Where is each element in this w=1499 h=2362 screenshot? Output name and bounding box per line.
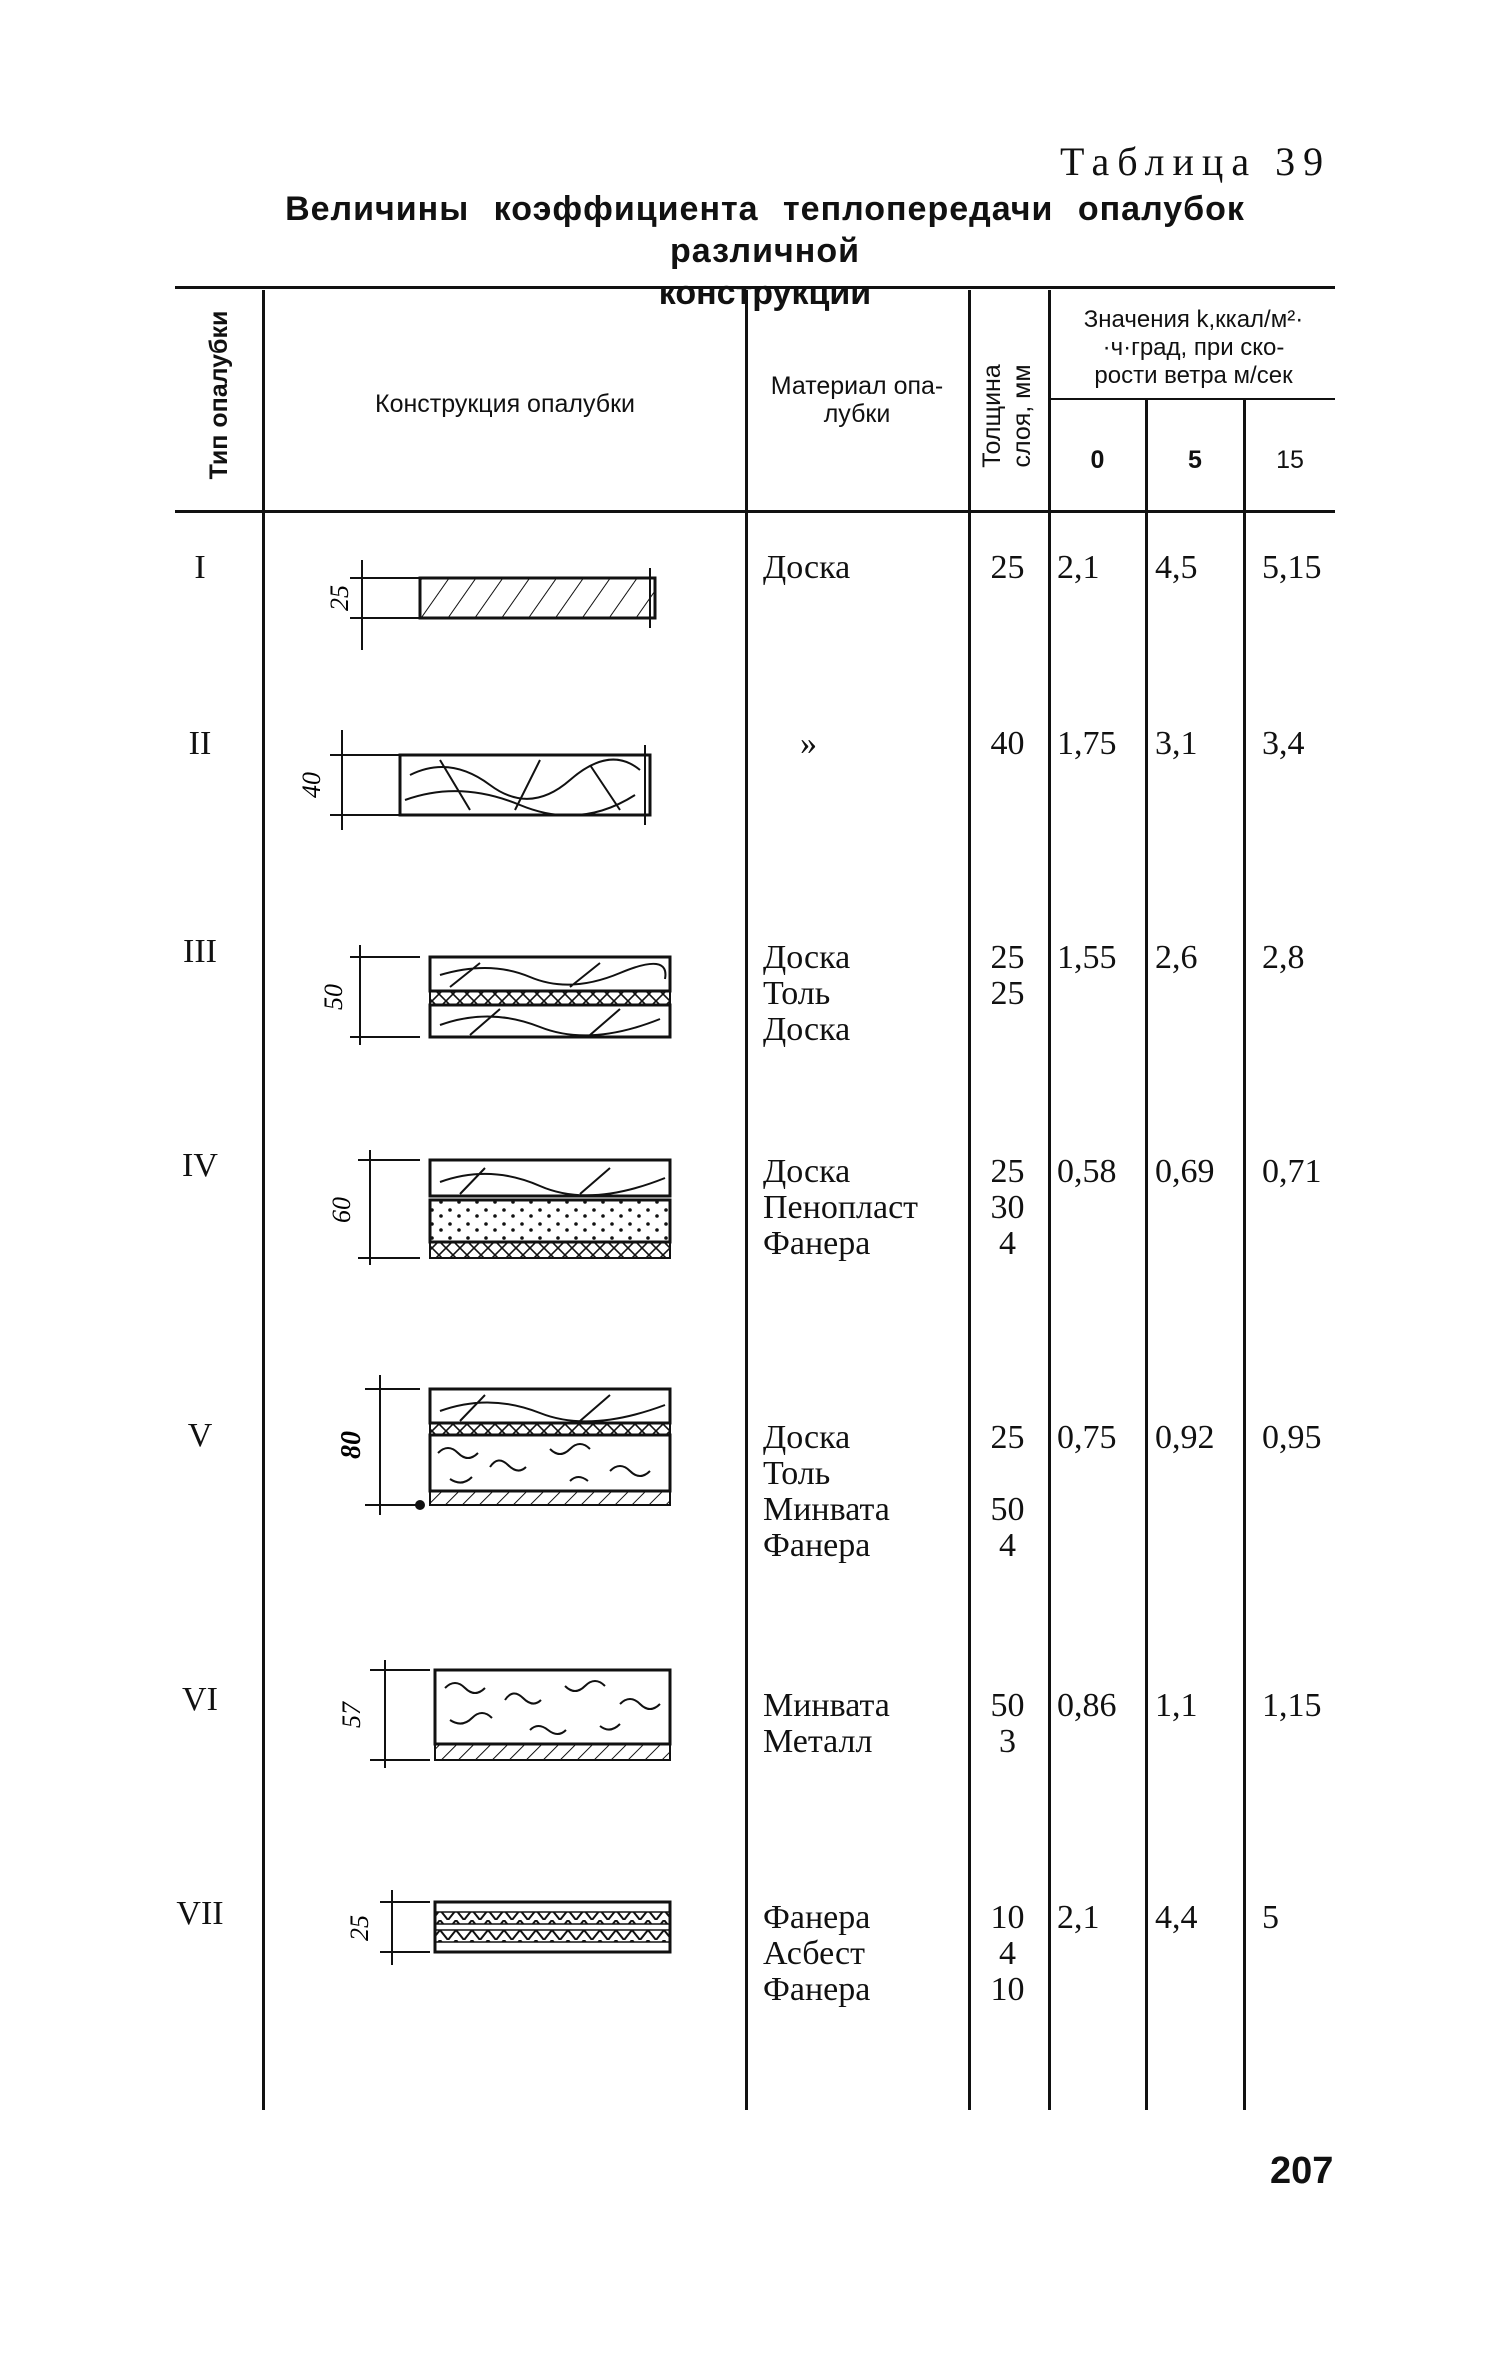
col-divider-4	[1048, 290, 1051, 2110]
header-material	[748, 372, 966, 428]
drawing-type-2	[297, 730, 680, 840]
header-values-line-3: рости ветра м/сек	[1094, 362, 1293, 389]
header-wind-5: 5	[1188, 446, 1202, 474]
col-divider-2	[745, 290, 748, 2110]
row-4-material-2: Пенопласт	[763, 1189, 919, 1226]
row-7-k15: 5	[1262, 1899, 1279, 1936]
header-wind-15: 15	[1276, 446, 1304, 474]
row-1-k5: 4,5	[1155, 549, 1198, 586]
row-3-thickness-1: 25	[990, 939, 1025, 976]
row-7-thickness-3: 10	[990, 1971, 1025, 2008]
page-number: 207	[1270, 2150, 1334, 2192]
row-1-k15: 5,15	[1262, 549, 1322, 586]
row-2-type: II	[188, 725, 212, 762]
header-material-line-2: лубки	[823, 400, 891, 428]
drawing-type-6	[320, 1660, 700, 1775]
drawing-6-dim: 57	[337, 1702, 366, 1728]
header-wind-0: 0	[1090, 446, 1105, 474]
title-line-2: конструкции	[658, 274, 872, 312]
col-divider-1	[262, 290, 265, 2110]
table-title	[200, 188, 1330, 314]
row-2-k5: 3,1	[1155, 725, 1198, 762]
drawing-type-4	[320, 1150, 700, 1270]
row-2-k0: 1,75	[1057, 725, 1117, 762]
drawing-type-7	[320, 1890, 700, 1970]
row-3-k15: 2,8	[1262, 939, 1305, 976]
row-1-k0: 2,1	[1057, 549, 1100, 586]
drawing-7-dim: 25	[345, 1915, 374, 1941]
row-6-material-2: Металл	[763, 1723, 873, 1760]
row-4-k15: 0,71	[1262, 1153, 1322, 1190]
row-7-k5: 4,4	[1155, 1899, 1198, 1936]
header-values-line-1: Значения k,ккал/м²·	[1083, 306, 1304, 333]
row-4-material-1: Доска	[763, 1153, 851, 1190]
row-2-k15: 3,4	[1262, 725, 1305, 762]
header-construction: Конструкция опалубки	[375, 390, 635, 418]
drawing-3-dim: 50	[319, 984, 348, 1010]
row-5-k0: 0,75	[1057, 1419, 1117, 1456]
row-5-thickness-3: 50	[990, 1491, 1025, 1528]
row-7-type: VII	[176, 1895, 224, 1932]
title-line-1: Величины коэффициента теплопередачи опалубок различной	[285, 190, 1245, 270]
row-5-material-2: Толь	[763, 1455, 831, 1492]
drawing-2-dim: 40	[297, 772, 326, 798]
row-6-k0: 0,86	[1057, 1687, 1117, 1724]
row-4-thickness-3: 4	[999, 1225, 1016, 1262]
row-6-thickness-1: 50	[990, 1687, 1025, 1724]
row-4-material-3: Фанера	[763, 1225, 871, 1262]
row-7-k0: 2,1	[1057, 1899, 1100, 1936]
row-3-thickness-2: 25	[990, 975, 1025, 1012]
row-6-material-1: Минвата	[763, 1687, 890, 1724]
row-4-k5: 0,69	[1155, 1153, 1215, 1190]
header-thickness-line-1: Толщина	[978, 364, 1006, 468]
row-6-k5: 1,1	[1155, 1687, 1198, 1724]
row-7-material-1: Фанера	[763, 1899, 871, 1936]
row-3-material-2: Толь	[763, 975, 831, 1012]
row-6-thickness-2: 3	[999, 1723, 1016, 1760]
row-7-material-3: Фанера	[763, 1971, 871, 2008]
row-4-thickness-2: 30	[990, 1189, 1025, 1226]
row-4-thickness-1: 25	[990, 1153, 1025, 1190]
row-5-k15: 0,95	[1262, 1419, 1322, 1456]
header-thickness	[977, 311, 1037, 521]
col-divider-6	[1243, 400, 1246, 2110]
header-material-line-1: Материал опа-	[770, 372, 944, 400]
row-7-thickness-1: 10	[990, 1899, 1025, 1936]
header-type: Тип опалубки	[205, 310, 233, 480]
row-5-material-1: Доска	[763, 1419, 851, 1456]
drawing-4-dim: 60	[327, 1197, 356, 1223]
row-6-k15: 1,15	[1262, 1687, 1322, 1724]
row-4-type: IV	[182, 1147, 218, 1184]
row-3-material-3: Доска	[763, 1011, 851, 1048]
row-3-material-1: Доска	[763, 939, 851, 976]
values-subheader-rule	[1048, 398, 1335, 400]
row-2-material-1: »	[800, 725, 817, 762]
drawing-type-3	[320, 945, 700, 1055]
drawing-5-dim: 80	[336, 1431, 367, 1459]
row-3-k5: 2,6	[1155, 939, 1198, 976]
row-1-type: I	[194, 549, 206, 586]
row-7-thickness-2: 4	[999, 1935, 1016, 1972]
header-thickness-line-2: слоя, мм	[1008, 364, 1036, 468]
drawing-type-5	[320, 1375, 700, 1525]
row-5-thickness-4: 4	[999, 1527, 1016, 1564]
row-3-k0: 1,55	[1057, 939, 1117, 976]
header-values-line-2: ·ч·град, при ско-	[1102, 334, 1285, 361]
row-5-material-3: Минвата	[763, 1491, 890, 1528]
row-5-thickness-1: 25	[990, 1419, 1025, 1456]
row-1-material-1: Доска	[763, 549, 851, 586]
row-5-type: V	[187, 1417, 213, 1454]
row-3-type: III	[183, 933, 217, 970]
drawing-type-1	[300, 560, 680, 660]
row-2-thickness-1: 40	[990, 725, 1025, 762]
header-bottom-rule	[175, 510, 1335, 513]
table-top-rule	[175, 286, 1335, 289]
row-7-material-2: Асбест	[763, 1935, 865, 1972]
row-6-type: VI	[182, 1681, 218, 1718]
row-5-k5: 0,92	[1155, 1419, 1215, 1456]
col-divider-5	[1145, 400, 1148, 2110]
table-label: Таблица 39	[1060, 139, 1332, 184]
drawing-1-dim: 25	[325, 585, 354, 611]
row-4-k0: 0,58	[1057, 1153, 1117, 1190]
row-5-material-4: Фанера	[763, 1527, 871, 1564]
row-1-thickness-1: 25	[990, 549, 1025, 586]
header-values	[1050, 306, 1337, 390]
